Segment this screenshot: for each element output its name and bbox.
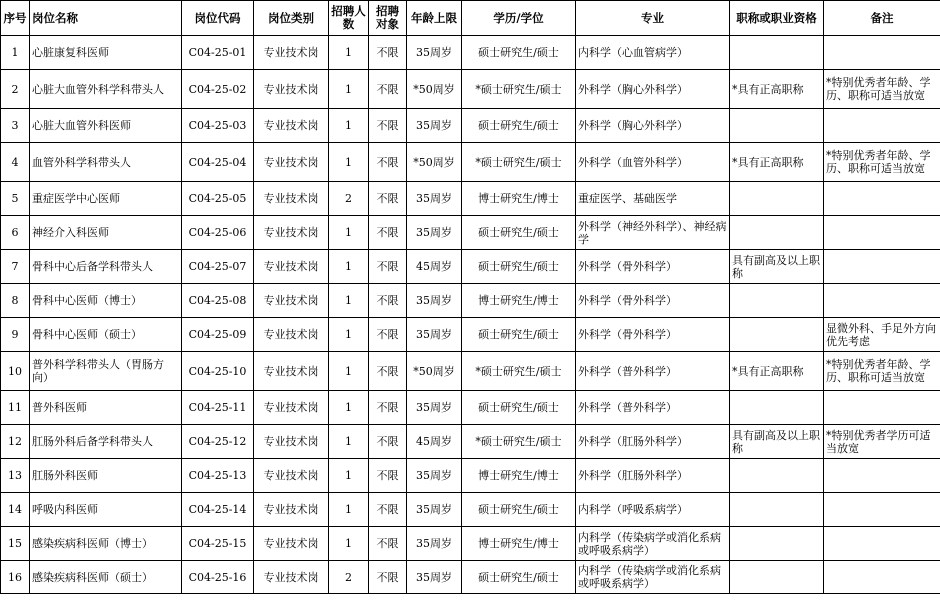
cell-target: 不限	[369, 527, 407, 561]
cell-major: 外科学（胸心外科学）	[576, 70, 730, 109]
cell-no: 9	[1, 318, 30, 352]
cell-target: 不限	[369, 425, 407, 459]
cell-title	[730, 493, 824, 527]
header-note: 备注	[824, 1, 940, 36]
cell-name: 心脏康复科医师	[30, 36, 182, 70]
table-row	[1, 182, 940, 216]
cell-name: 肛肠外科后备学科带头人	[30, 425, 182, 459]
cell-title	[730, 284, 824, 318]
table-row	[1, 36, 940, 70]
cell-edu: 博士研究生/博士	[462, 284, 576, 318]
cell-name: 感染疾病科医师（硕士）	[30, 561, 182, 594]
cell-no: 15	[1, 527, 30, 561]
cell-edu: 硕士研究生/硕士	[462, 216, 576, 250]
cell-count: 1	[329, 391, 369, 425]
cell-note: *特别优秀者学历可适当放宽	[824, 425, 940, 459]
header-no: 序号	[1, 1, 30, 36]
cell-category: 专业技术岗	[254, 70, 329, 109]
cell-code: C04-25-06	[182, 216, 254, 250]
header-name: 岗位名称	[30, 1, 182, 36]
cell-no: 7	[1, 250, 30, 284]
cell-count: 1	[329, 250, 369, 284]
cell-count: 1	[329, 425, 369, 459]
cell-title: 具有副高及以上职称	[730, 250, 824, 284]
cell-no: 8	[1, 284, 30, 318]
cell-count: 1	[329, 70, 369, 109]
cell-title: *具有正高职称	[730, 143, 824, 182]
cell-edu: 博士研究生/博士	[462, 459, 576, 493]
cell-code: C04-25-04	[182, 143, 254, 182]
cell-category: 专业技术岗	[254, 493, 329, 527]
cell-major: 内科学（心血管病学）	[576, 36, 730, 70]
cell-count: 1	[329, 36, 369, 70]
cell-code: C04-25-02	[182, 70, 254, 109]
cell-note	[824, 493, 940, 527]
cell-note	[824, 391, 940, 425]
header-code: 岗位代码	[182, 1, 254, 36]
cell-target: 不限	[369, 70, 407, 109]
cell-title	[730, 318, 824, 352]
cell-note	[824, 182, 940, 216]
header-category: 岗位类别	[254, 1, 329, 36]
cell-target: 不限	[369, 493, 407, 527]
cell-count: 1	[329, 284, 369, 318]
cell-category: 专业技术岗	[254, 143, 329, 182]
cell-major: 内科学（传染病学或消化系病或呼吸系病学）	[576, 561, 730, 594]
cell-major: 重症医学、基础医学	[576, 182, 730, 216]
cell-no: 14	[1, 493, 30, 527]
cell-age: *50周岁	[407, 143, 462, 182]
cell-target: 不限	[369, 250, 407, 284]
cell-no: 3	[1, 109, 30, 143]
cell-edu: 博士研究生/博士	[462, 527, 576, 561]
cell-code: C04-25-08	[182, 284, 254, 318]
cell-major: 外科学（普外科学）	[576, 352, 730, 391]
cell-age: 35周岁	[407, 561, 462, 594]
cell-age: 35周岁	[407, 36, 462, 70]
cell-major: 外科学（普外科学）	[576, 391, 730, 425]
table-row	[1, 391, 940, 425]
cell-category: 专业技术岗	[254, 284, 329, 318]
cell-count: 1	[329, 109, 369, 143]
table-body	[1, 36, 940, 594]
table-row	[1, 352, 940, 391]
cell-code: C04-25-01	[182, 36, 254, 70]
cell-code: C04-25-03	[182, 109, 254, 143]
cell-note	[824, 250, 940, 284]
cell-count: 1	[329, 527, 369, 561]
cell-age: 45周岁	[407, 425, 462, 459]
cell-count: 1	[329, 216, 369, 250]
header-age: 年龄上限	[407, 1, 462, 36]
table-row	[1, 143, 940, 182]
cell-name: 心脏大血管外科医师	[30, 109, 182, 143]
table-row	[1, 109, 940, 143]
cell-no: 16	[1, 561, 30, 594]
cell-note: *特别优秀者年龄、学历、职称可适当放宽	[824, 70, 940, 109]
cell-edu: 博士研究生/博士	[462, 182, 576, 216]
cell-note	[824, 561, 940, 594]
cell-category: 专业技术岗	[254, 250, 329, 284]
cell-major: 内科学（呼吸系病学）	[576, 493, 730, 527]
cell-target: 不限	[369, 216, 407, 250]
table-row	[1, 216, 940, 250]
cell-category: 专业技术岗	[254, 109, 329, 143]
table-row	[1, 425, 940, 459]
cell-major: 外科学（骨外科学）	[576, 318, 730, 352]
cell-note	[824, 527, 940, 561]
cell-title	[730, 216, 824, 250]
cell-edu: 硕士研究生/硕士	[462, 250, 576, 284]
cell-count: 1	[329, 459, 369, 493]
header-count: 招聘人数	[329, 1, 369, 36]
cell-name: 血管外科学科带头人	[30, 143, 182, 182]
cell-target: 不限	[369, 352, 407, 391]
cell-major: 内科学（传染病学或消化系病或呼吸系病学）	[576, 527, 730, 561]
cell-age: 35周岁	[407, 318, 462, 352]
cell-target: 不限	[369, 284, 407, 318]
cell-edu: 硕士研究生/硕士	[462, 493, 576, 527]
cell-title	[730, 391, 824, 425]
cell-note	[824, 216, 940, 250]
cell-code: C04-25-10	[182, 352, 254, 391]
cell-code: C04-25-12	[182, 425, 254, 459]
cell-code: C04-25-07	[182, 250, 254, 284]
cell-title: *具有正高职称	[730, 352, 824, 391]
cell-title	[730, 459, 824, 493]
cell-edu: 硕士研究生/硕士	[462, 109, 576, 143]
cell-count: 1	[329, 493, 369, 527]
cell-count: 1	[329, 143, 369, 182]
cell-no: 11	[1, 391, 30, 425]
cell-edu: 硕士研究生/硕士	[462, 318, 576, 352]
cell-code: C04-25-05	[182, 182, 254, 216]
cell-edu: *硕士研究生/硕士	[462, 425, 576, 459]
cell-major: 外科学（胸心外科学）	[576, 109, 730, 143]
cell-name: 普外科医师	[30, 391, 182, 425]
cell-title	[730, 182, 824, 216]
cell-category: 专业技术岗	[254, 216, 329, 250]
cell-category: 专业技术岗	[254, 36, 329, 70]
cell-note: 显微外科、手足外方向优先考虑	[824, 318, 940, 352]
cell-age: 45周岁	[407, 250, 462, 284]
cell-category: 专业技术岗	[254, 425, 329, 459]
cell-category: 专业技术岗	[254, 459, 329, 493]
cell-edu: *硕士研究生/硕士	[462, 352, 576, 391]
cell-age: *50周岁	[407, 352, 462, 391]
cell-note	[824, 459, 940, 493]
cell-code: C04-25-11	[182, 391, 254, 425]
cell-note: *特别优秀者年龄、学历、职称可适当放宽	[824, 143, 940, 182]
header-major: 专业	[576, 1, 730, 36]
cell-target: 不限	[369, 182, 407, 216]
cell-major: 外科学（肛肠外科学）	[576, 425, 730, 459]
cell-edu: 硕士研究生/硕士	[462, 391, 576, 425]
cell-no: 10	[1, 352, 30, 391]
cell-name: 骨科中心医师（博士）	[30, 284, 182, 318]
cell-target: 不限	[369, 318, 407, 352]
cell-count: 2	[329, 561, 369, 594]
table-row	[1, 527, 940, 561]
cell-no: 12	[1, 425, 30, 459]
cell-note	[824, 36, 940, 70]
cell-age: 35周岁	[407, 182, 462, 216]
cell-age: *50周岁	[407, 70, 462, 109]
cell-edu: 硕士研究生/硕士	[462, 36, 576, 70]
cell-note	[824, 284, 940, 318]
cell-major: 外科学（骨外科学）	[576, 250, 730, 284]
cell-no: 13	[1, 459, 30, 493]
cell-category: 专业技术岗	[254, 352, 329, 391]
cell-target: 不限	[369, 109, 407, 143]
cell-age: 35周岁	[407, 527, 462, 561]
cell-age: 35周岁	[407, 391, 462, 425]
cell-count: 1	[329, 318, 369, 352]
cell-target: 不限	[369, 36, 407, 70]
cell-code: C04-25-14	[182, 493, 254, 527]
cell-category: 专业技术岗	[254, 527, 329, 561]
cell-major: 外科学（肛肠外科学）	[576, 459, 730, 493]
cell-age: 35周岁	[407, 493, 462, 527]
cell-name: 骨科中心医师（硕士）	[30, 318, 182, 352]
cell-no: 1	[1, 36, 30, 70]
cell-category: 专业技术岗	[254, 561, 329, 594]
table-row	[1, 459, 940, 493]
table-row	[1, 318, 940, 352]
table-row	[1, 561, 940, 594]
cell-name: 重症医学中心医师	[30, 182, 182, 216]
cell-name: 骨科中心后备学科带头人	[30, 250, 182, 284]
cell-name: 肛肠外科医师	[30, 459, 182, 493]
cell-note: *特别优秀者年龄、学历、职称可适当放宽	[824, 352, 940, 391]
cell-note	[824, 109, 940, 143]
cell-title	[730, 36, 824, 70]
cell-name: 普外科学科带头人（胃肠方向）	[30, 352, 182, 391]
cell-title: *具有正高职称	[730, 70, 824, 109]
header-title: 职称或职业资格	[730, 1, 824, 36]
cell-major: 外科学（血管外科学）	[576, 143, 730, 182]
cell-major: 外科学（骨外科学）	[576, 284, 730, 318]
cell-edu: *硕士研究生/硕士	[462, 70, 576, 109]
cell-target: 不限	[369, 561, 407, 594]
cell-title	[730, 109, 824, 143]
cell-category: 专业技术岗	[254, 391, 329, 425]
cell-edu: *硕士研究生/硕士	[462, 143, 576, 182]
cell-category: 专业技术岗	[254, 182, 329, 216]
table-row	[1, 493, 940, 527]
cell-title	[730, 527, 824, 561]
cell-target: 不限	[369, 459, 407, 493]
cell-title	[730, 561, 824, 594]
cell-target: 不限	[369, 143, 407, 182]
cell-name: 心脏大血管外科学科带头人	[30, 70, 182, 109]
cell-edu: 硕士研究生/硕士	[462, 561, 576, 594]
table-header-row	[1, 1, 940, 36]
cell-code: C04-25-16	[182, 561, 254, 594]
cell-age: 35周岁	[407, 459, 462, 493]
cell-name: 神经介入科医师	[30, 216, 182, 250]
header-target: 招聘对象	[369, 1, 407, 36]
cell-no: 2	[1, 70, 30, 109]
cell-code: C04-25-15	[182, 527, 254, 561]
cell-name: 感染疾病科医师（博士）	[30, 527, 182, 561]
cell-age: 35周岁	[407, 109, 462, 143]
cell-age: 35周岁	[407, 216, 462, 250]
cell-category: 专业技术岗	[254, 318, 329, 352]
cell-count: 2	[329, 182, 369, 216]
cell-code: C04-25-09	[182, 318, 254, 352]
cell-no: 4	[1, 143, 30, 182]
cell-count: 1	[329, 352, 369, 391]
table-row	[1, 70, 940, 109]
cell-age: 35周岁	[407, 284, 462, 318]
cell-code: C04-25-13	[182, 459, 254, 493]
cell-name: 呼吸内科医师	[30, 493, 182, 527]
cell-target: 不限	[369, 391, 407, 425]
table-row	[1, 284, 940, 318]
cell-no: 5	[1, 182, 30, 216]
cell-title: 具有副高及以上职称	[730, 425, 824, 459]
cell-major: 外科学（神经外科学）、神经病学	[576, 216, 730, 250]
header-edu: 学历/学位	[462, 1, 576, 36]
table-row	[1, 250, 940, 284]
cell-no: 6	[1, 216, 30, 250]
